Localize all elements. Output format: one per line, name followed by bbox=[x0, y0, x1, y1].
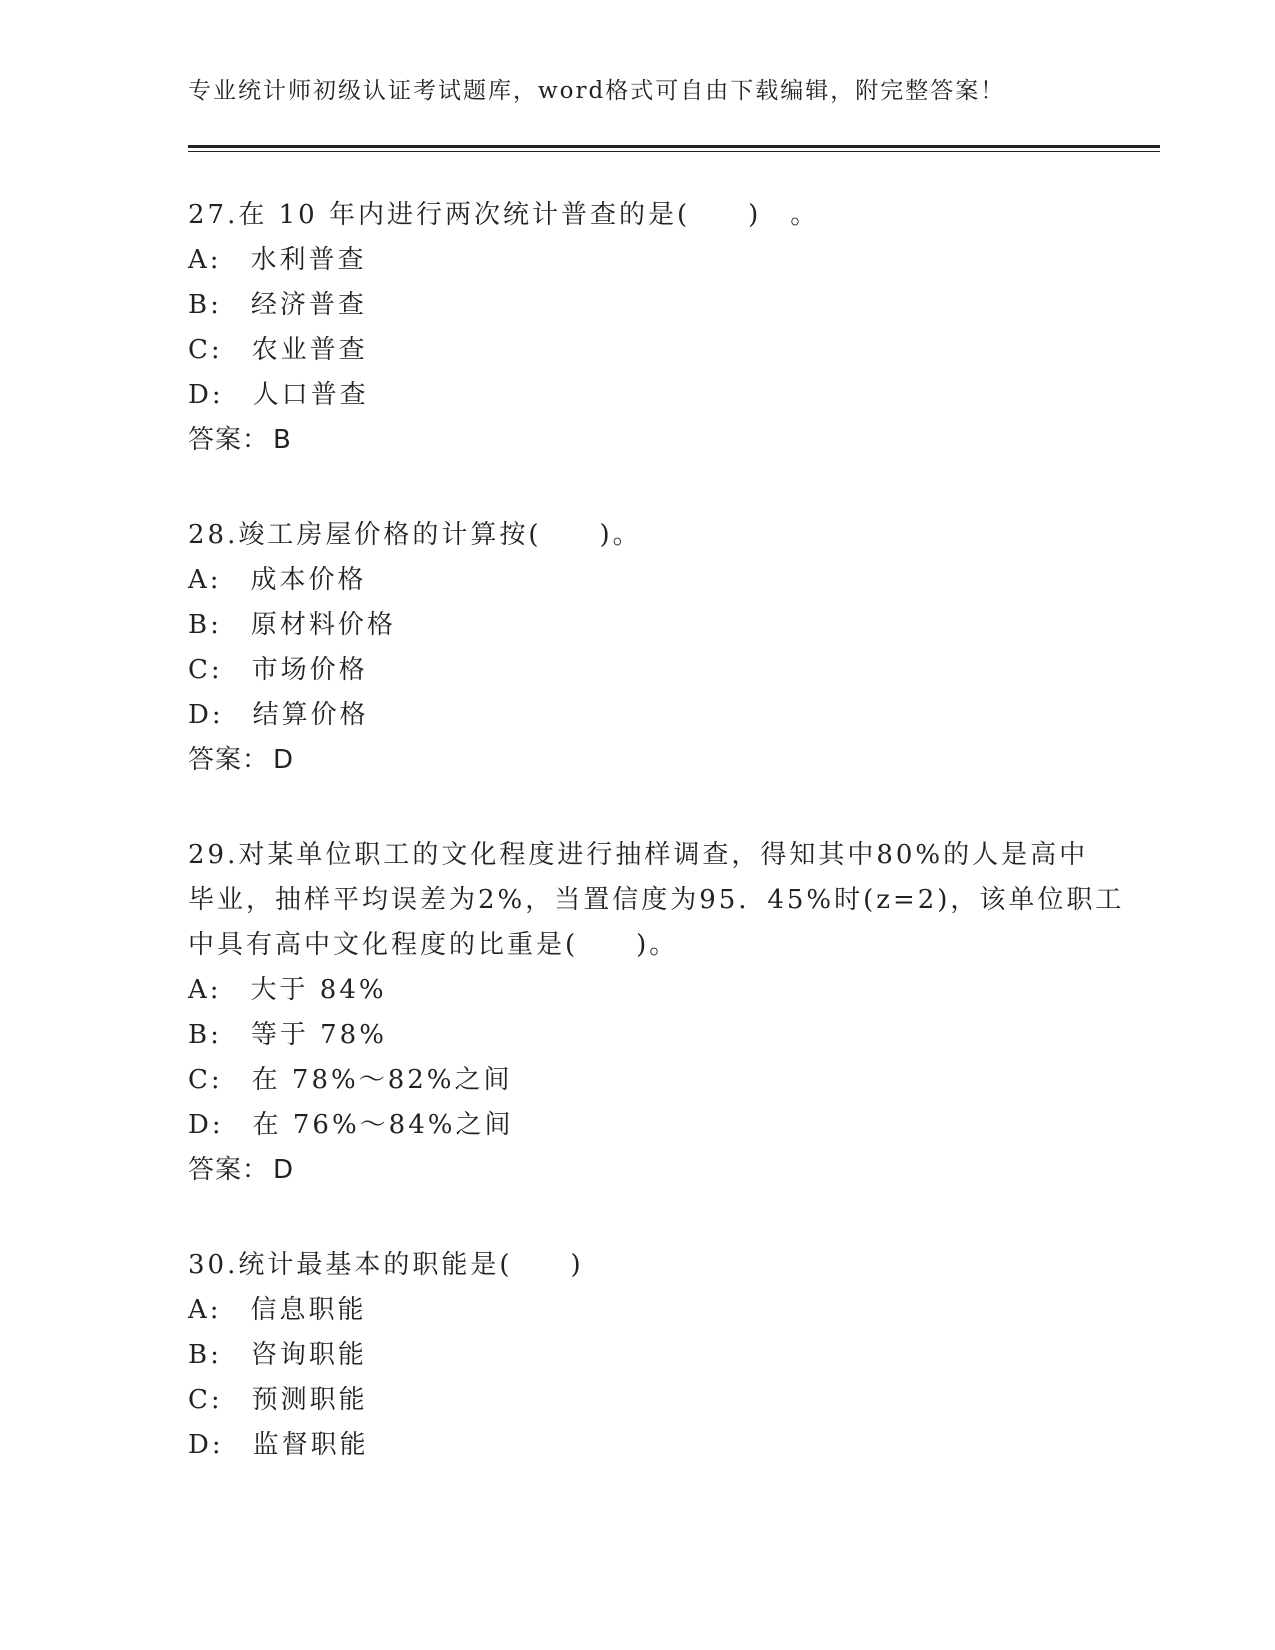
header-rule-thin bbox=[188, 151, 1160, 152]
answer-label: 答案： bbox=[188, 1155, 270, 1185]
question-stem: 28.竣工房屋价格的计算按( )。 bbox=[188, 520, 642, 550]
answer-label: 答案： bbox=[188, 425, 270, 455]
option-b: B: 原材料价格 bbox=[188, 610, 396, 640]
answer-line bbox=[188, 738, 1088, 783]
option-b: B: 等于 78% bbox=[188, 1020, 387, 1050]
option-b: B: 经济普查 bbox=[188, 290, 367, 320]
option-d: D: 人口普查 bbox=[188, 380, 369, 410]
question-stem: 27.在 10 年内进行两次统计普查的是( ) 。 bbox=[188, 200, 820, 230]
header-rule-thick bbox=[188, 145, 1160, 148]
question-27 bbox=[188, 193, 1088, 463]
option-d: D: 监督职能 bbox=[188, 1430, 369, 1460]
question-stem-line-1: 29.对某单位职工的文化程度进行抽样调查，得知其中80%的人是高中 bbox=[188, 840, 1089, 870]
question-30 bbox=[188, 1243, 1088, 1468]
answer-line bbox=[188, 1148, 1088, 1193]
answer-value: D bbox=[273, 1155, 295, 1185]
option-b: B: 咨询职能 bbox=[188, 1340, 367, 1370]
answer-label: 答案： bbox=[188, 745, 270, 775]
question-28 bbox=[188, 513, 1088, 783]
question-29 bbox=[188, 833, 1125, 1193]
option-c: C: 农业普查 bbox=[188, 335, 368, 365]
question-stem: 30.统计最基本的职能是( ) bbox=[188, 1250, 584, 1280]
document-header: 专业统计师初级认证考试题库，word格式可自由下载编辑，附完整答案！ bbox=[188, 78, 1006, 104]
option-d: D: 结算价格 bbox=[188, 700, 369, 730]
option-a: A: 信息职能 bbox=[188, 1295, 367, 1325]
option-a: A: 成本价格 bbox=[188, 565, 367, 595]
answer-line bbox=[188, 418, 1088, 463]
question-stem-line-3: 中具有高中文化程度的比重是( )。 bbox=[188, 930, 679, 960]
answer-value: D bbox=[273, 745, 295, 775]
question-stem-line-2: 毕业，抽样平均误差为2%，当置信度为95．45%时(z=2)，该单位职工 bbox=[188, 885, 1125, 915]
option-d: D: 在 76%～84%之间 bbox=[188, 1110, 514, 1140]
option-c: C: 预测职能 bbox=[188, 1385, 368, 1415]
answer-value: B bbox=[273, 425, 292, 455]
option-a: A: 大于 84% bbox=[188, 975, 387, 1005]
option-c: C: 市场价格 bbox=[188, 655, 368, 685]
option-a: A: 水利普查 bbox=[188, 245, 367, 275]
option-c: C: 在 78%～82%之间 bbox=[188, 1065, 513, 1095]
